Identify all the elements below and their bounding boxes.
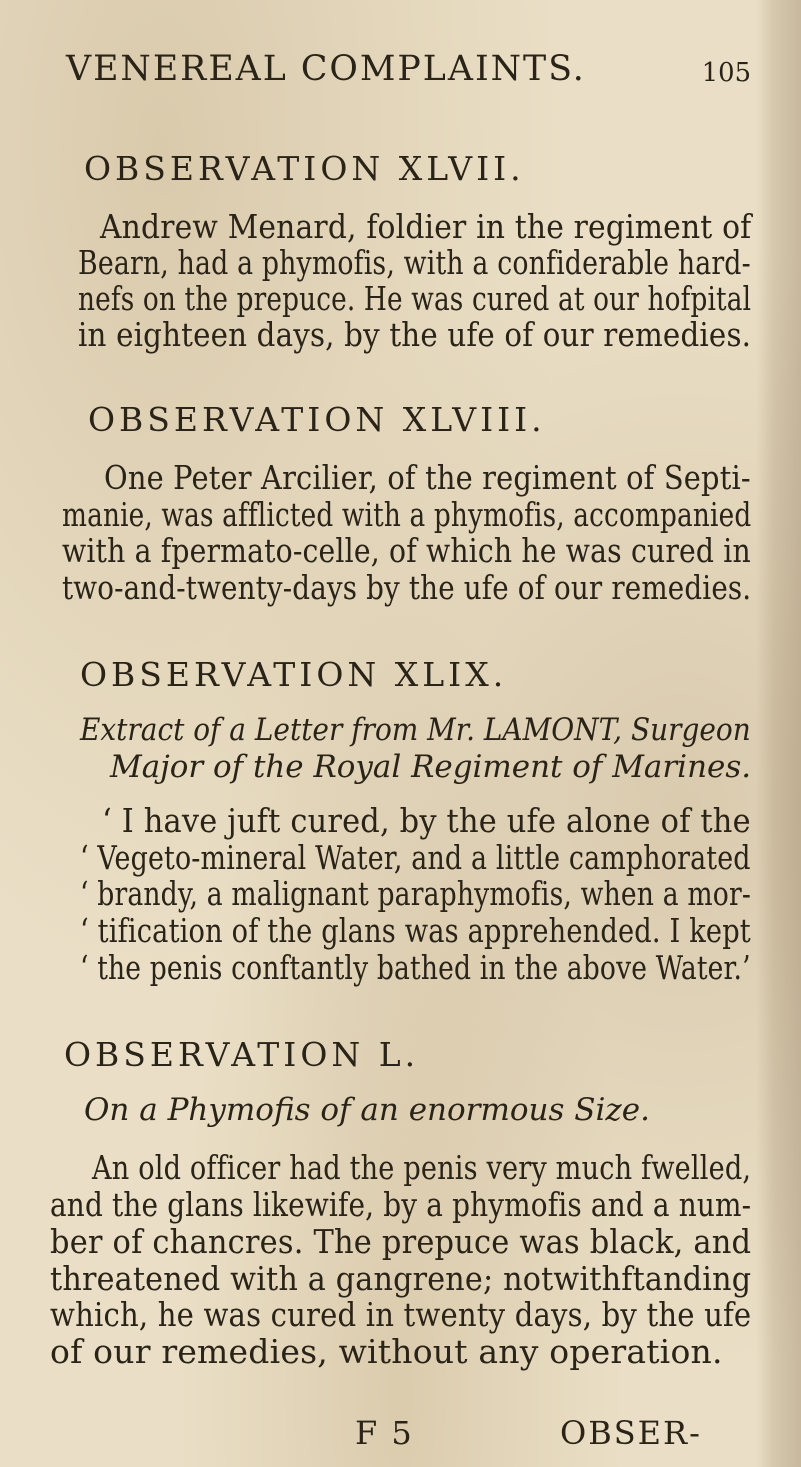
page-number: 105 xyxy=(701,58,751,88)
text-line: with a fpermato-celle, of which he was cured in xyxy=(62,530,751,570)
subtitle-line: Extract of a Letter from Mr. LAMONT, Surgeon xyxy=(80,711,751,748)
running-header xyxy=(66,49,751,89)
text-line: in eighteen days, by the ufe of our remedies. xyxy=(78,315,752,355)
observation-heading: OBSERVATION XLVII. xyxy=(84,148,525,188)
text-line: of our remedies, without any operation. xyxy=(50,1331,723,1371)
quote-line: ‘ the penis conftantly bathed in the above Water.’ xyxy=(80,947,751,987)
subtitle-line: Major of the Royal Regiment of Marines. xyxy=(110,749,752,786)
subtitle-line: On a Phymofis of an enormous Size. xyxy=(84,1091,650,1128)
observation-heading: OBSERVATION L. xyxy=(64,1035,420,1075)
text-line: Andrew Menard, foldier in the regiment of xyxy=(100,206,752,246)
text-line: manie, was afflicted with a phymofis, accompanied xyxy=(62,495,752,535)
running-title: VENEREAL COMPLAINTS. xyxy=(66,49,586,89)
quote-line: ‘ I have juft cured, by the ufe alone of the xyxy=(102,800,751,840)
text-line: two-and-twenty-days by the ufe of our remedies. xyxy=(62,567,752,607)
text-line: threatened with a gangrene; notwithftanding xyxy=(50,1258,752,1298)
text-line: ber of chancres. The prepuce was black, and xyxy=(50,1221,752,1261)
quote-line: ‘ tification of the glans was apprehended. I kept xyxy=(80,911,751,951)
text-line: One Peter Arcilier, of the regiment of Septi- xyxy=(104,458,751,498)
observation-heading: OBSERVATION XLVIII. xyxy=(88,399,546,439)
text-line: nefs on the prepuce. He was cured at our hofpital xyxy=(78,279,752,319)
quote-line: ‘ Vegeto-mineral Water, and a little camphorated xyxy=(80,837,751,877)
observation-heading: OBSERVATION XLIX. xyxy=(80,655,508,695)
text-line: which, he was cured in twenty days, by the ufe xyxy=(50,1295,752,1335)
quote-line: ‘ brandy, a malignant paraphymofis, when a mor- xyxy=(80,874,751,914)
text-line: Bearn, had a phymofis, with a confiderable hard- xyxy=(78,242,751,282)
page-edge-shadow xyxy=(756,0,801,1467)
text-line: and the glans likewife, by a phymofis and a num- xyxy=(50,1185,752,1225)
signature-mark: F 5 xyxy=(355,1413,414,1452)
text-line: An old officer had the penis very much fwelled, xyxy=(92,1148,752,1188)
catchword: OBSER- xyxy=(560,1413,702,1452)
